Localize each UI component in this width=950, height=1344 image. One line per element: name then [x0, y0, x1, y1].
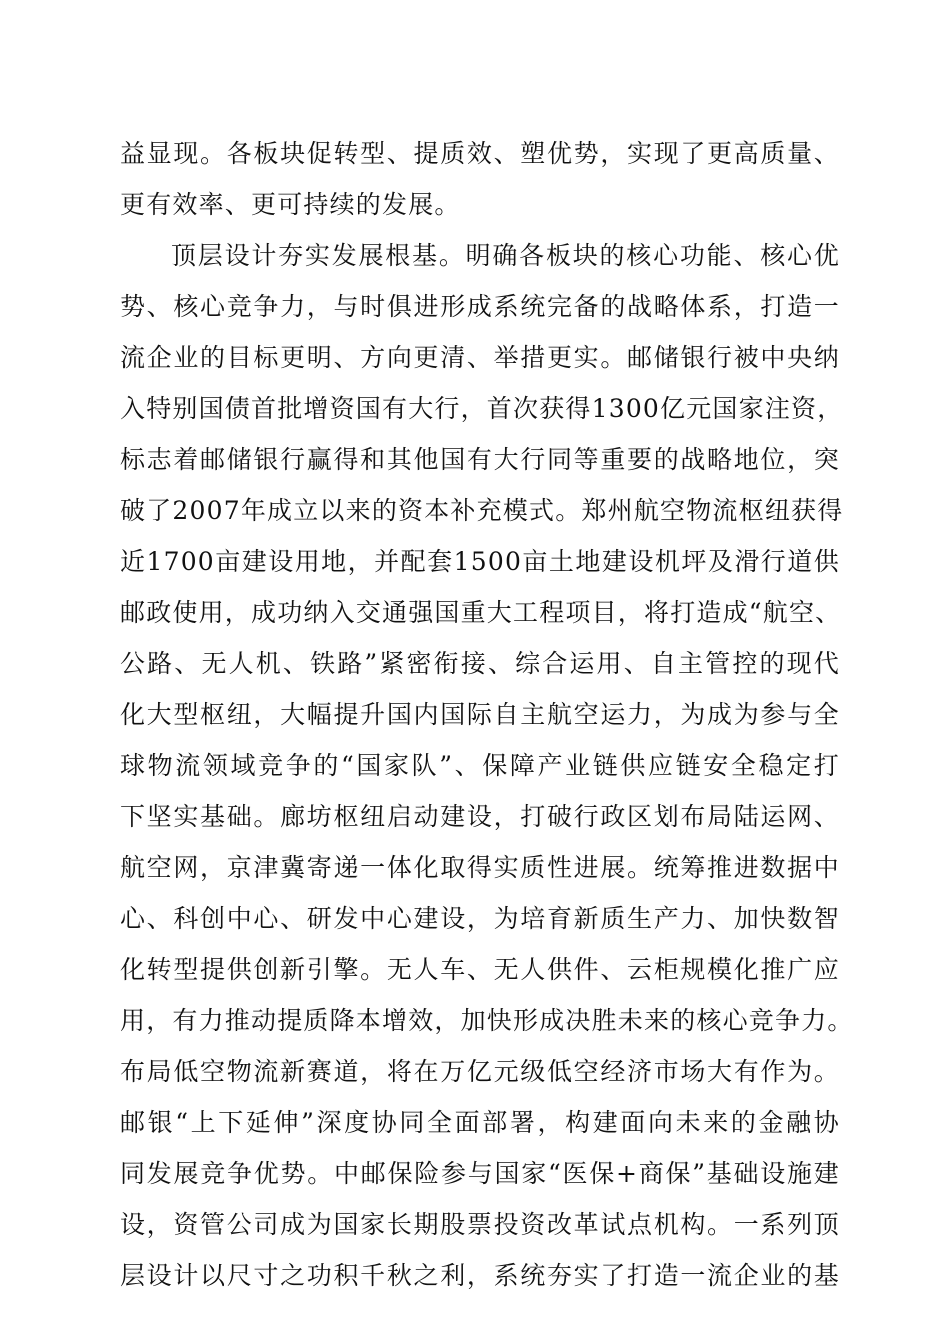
text-line: 层设计以尺寸之功积千秋之利，系统夯实了打造一流企业的基 [120, 1261, 840, 1290]
text-line: 入特别国债首批增资国有大行，首次获得1300亿元国家注资， [120, 394, 844, 423]
text-line: 标志着邮储银行赢得和其他国有大行同等重要的战略地位，突 [120, 445, 840, 474]
text-line: 航空网，京津冀寄递一体化取得实质性进展。统筹推进数据中 [120, 853, 840, 882]
text-line: 同发展竞争优势。中邮保险参与国家“医保+商保”基础设施建 [120, 1159, 840, 1188]
text-line: 球物流领域竞争的“国家队”、保障产业链供应链安全稳定打 [120, 751, 840, 780]
text-line: 下坚实基础。廊坊枢纽启动建设，打破行政区划布局陆运网、 [120, 802, 840, 831]
text-line: 流企业的目标更明、方向更清、举措更实。邮储银行被中央纳 [120, 343, 840, 372]
text-line: 心、科创中心、研发中心建设，为培育新质生产力、加快数智 [120, 904, 840, 933]
text-line: 公路、无人机、铁路”紧密衔接、综合运用、自主管控的现代 [120, 649, 840, 678]
text-line: 破了2007年成立以来的资本补充模式。郑州航空物流枢纽获得 [120, 496, 844, 525]
paragraph-heading-line: 顶层设计夯实发展根基。明确各板块的核心功能、核心优 [171, 241, 840, 270]
text-line: 用，有力推动提质降本增效，加快形成决胜未来的核心竞争力。 [120, 1006, 854, 1035]
text-line: 更有效率、更可持续的发展。 [120, 190, 461, 219]
text-line: 布局低空物流新赛道，将在万亿元级低空经济市场大有作为。 [120, 1057, 840, 1086]
text-line: 化转型提供创新引擎。无人车、无人供件、云柜规模化推广应 [120, 955, 840, 984]
text-line: 势、核心竞争力，与时俱进形成系统完备的战略体系，打造一 [120, 292, 840, 321]
text-line: 化大型枢纽，大幅提升国内国际自主航空运力，为成为参与全 [120, 700, 840, 729]
text-line: 益显现。各板块促转型、提质效、塑优势，实现了更高质量、 [120, 139, 840, 168]
text-line: 设，资管公司成为国家长期股票投资改革试点机构。一系列顶 [120, 1210, 840, 1239]
text-line: 近1700亩建设用地，并配套1500亩土地建设机坪及滑行道供 [120, 547, 840, 576]
text-line: 邮政使用，成功纳入交通强国重大工程项目，将打造成“航空、 [120, 598, 842, 627]
text-line: 邮银“上下延伸”深度协同全面部署，构建面向未来的金融协 [120, 1108, 840, 1137]
